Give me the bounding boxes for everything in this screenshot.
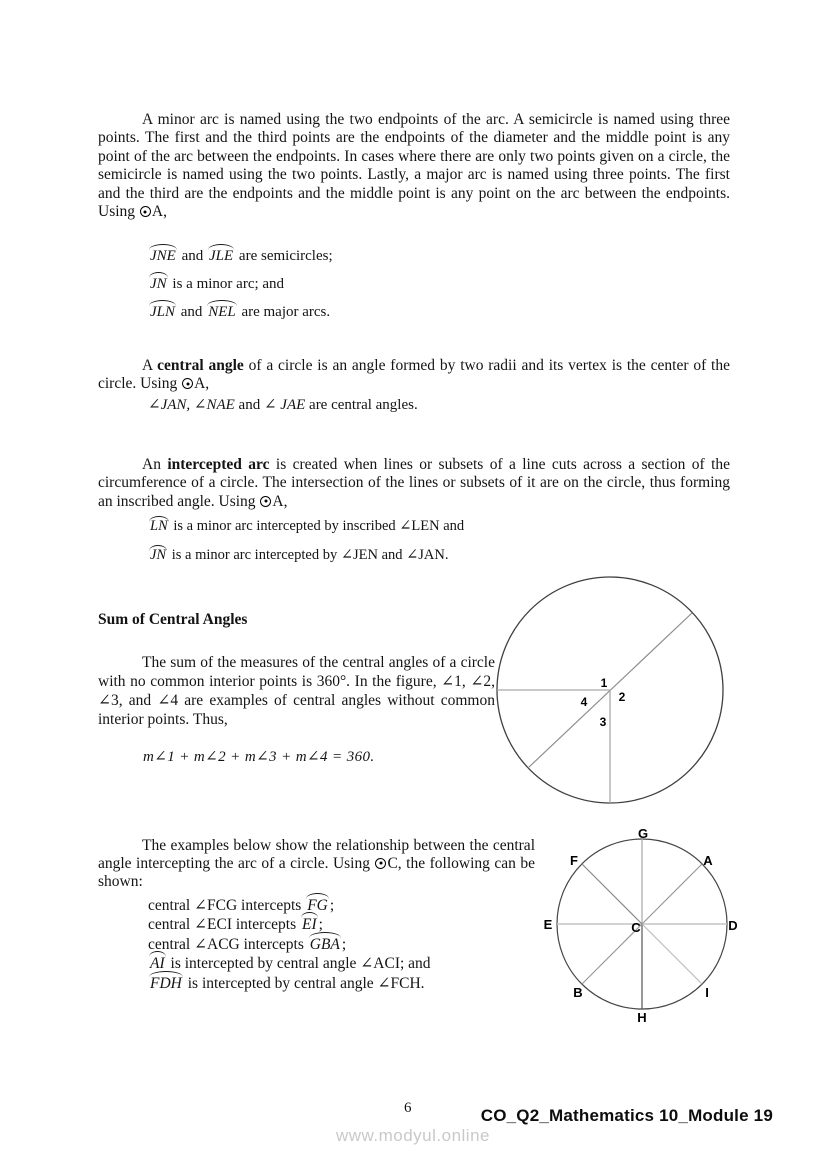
angle-label-3: 3 (599, 715, 607, 729)
list-item (148, 247, 333, 265)
arc-name: JN (150, 546, 167, 563)
list-item (148, 974, 431, 993)
circle-reference: A, (151, 203, 167, 220)
paragraph-text: is created when lines or subsets of a line cuts across a section of the circumference of a circle. The intersection of the lines or subsets of it are on the circle, thus forming an inscribed angle. Using (98, 455, 731, 510)
figure-central-angles-circle (490, 574, 730, 810)
angle-label-1: 1 (600, 676, 608, 690)
list-item-text: is intercepted by central angle ∠FCH. (183, 974, 425, 992)
point-label-h: H (637, 1010, 647, 1024)
line-text: are central angles. (305, 397, 418, 413)
list-item-text: ; (341, 935, 347, 953)
paragraph-text: A (142, 356, 158, 374)
list-item (148, 896, 431, 915)
angle-names: ∠ JAE (263, 397, 306, 413)
central-angles-example-line (148, 395, 418, 414)
list-item (148, 303, 333, 321)
list-item-text: central ∠FCG intercepts (148, 897, 306, 914)
arc-name: JNE (150, 248, 176, 264)
paragraph-text: of a circle is an angle formed by two radii and its vertex is the center of the circle. Using (98, 356, 730, 392)
point-label-a: A (703, 853, 713, 868)
list-item (148, 954, 431, 973)
point-label-i: I (705, 985, 709, 1000)
radius-ca (642, 864, 702, 924)
page-number: 6 (404, 1100, 412, 1116)
arc-name: AI (150, 955, 165, 973)
point-label-e: E (544, 917, 553, 932)
circled-dot-icon (182, 378, 193, 389)
paragraph-intercepted-arc (98, 456, 730, 512)
angle-names: ∠JAN, ∠NAE (148, 397, 235, 413)
arc-examples-list (148, 247, 333, 331)
circled-dot-icon (260, 496, 271, 507)
list-item-text: is a minor arc intercepted by ∠JEN and ∠JAN. (168, 546, 449, 563)
point-label-c: C (631, 920, 641, 935)
list-item-text: and (177, 248, 207, 264)
circle-reference: A, (272, 492, 288, 510)
list-item-text: is a minor arc intercepted by inscribed ∠LEN and (169, 518, 465, 534)
paragraph-central-angle (98, 357, 730, 394)
arc-name: GBA (309, 935, 340, 953)
list-item (148, 935, 431, 954)
point-label-g: G (637, 826, 649, 841)
module-code: CO_Q2_Mathematics 10_Module 19 (480, 1106, 773, 1125)
radius-cf (582, 864, 642, 924)
watermark: www.modyul.online (335, 1126, 490, 1145)
arc-name: NEL (208, 304, 236, 320)
list-item-text: are major arcs. (237, 304, 331, 320)
intercepted-arcs-list (148, 519, 464, 576)
equation-sum-of-angles (143, 747, 375, 766)
point-label-f: F (570, 853, 578, 868)
arc-name: FG (307, 897, 328, 914)
arc-name: JLN (150, 304, 176, 320)
list-item (148, 275, 333, 293)
list-item-text: ; (329, 897, 335, 914)
arc-name: JN (150, 276, 167, 292)
examples-list (148, 896, 431, 993)
angle-label-2: 2 (618, 690, 626, 704)
paragraph-examples (98, 837, 535, 891)
paragraph-text: C, the following can be shown: (98, 854, 535, 890)
list-item-text: ; (318, 916, 323, 934)
arc-name: LN (150, 518, 168, 534)
list-item-text: is a minor arc; and (168, 276, 285, 292)
paragraph-sum-of-central-angles: The sum of the measures of the central angles of a circle with no common interior points is 360°. In the figure, ∠1, ∠2, ∠3, and ∠4 are examples of central angles without common interior points. Thus, (98, 653, 495, 729)
list-item (148, 519, 464, 535)
section-heading-sum-of-central-angles: Sum of Central Angles (98, 611, 248, 628)
arc-name: EI (302, 916, 317, 934)
paragraph-arc-naming (98, 111, 730, 222)
paragraph-text: The examples below show the relationship between the central angle intercepting the arc of a circle. Using (98, 836, 535, 872)
figure-circle-c-with-points (544, 824, 744, 1024)
list-item-text: central ∠ACG intercepts (148, 935, 308, 953)
circled-dot-icon (375, 858, 386, 869)
circled-dot-icon (140, 206, 151, 217)
list-item-text: and (177, 304, 207, 320)
list-item (148, 548, 464, 564)
circle-reference: A, (194, 375, 210, 392)
term-central-angle: central angle (157, 356, 244, 374)
radius-ci (642, 924, 702, 984)
line-text: and (234, 397, 264, 413)
list-item-text: central ∠ECI intercepts (148, 916, 300, 934)
list-item (148, 915, 431, 934)
equation-text: m∠1 + m∠2 + m∠3 + m∠4 = 360. (143, 749, 375, 765)
arc-name: FDH (150, 974, 182, 992)
angle-label-4: 4 (580, 695, 588, 709)
arc-name: JLE (209, 248, 234, 264)
list-item-text: are semicircles; (235, 248, 333, 264)
point-label-b: B (573, 985, 583, 1000)
paragraph-text: A minor arc is named using the two endpoints of the arc. A semicircle is named using three points. The first and the third points are the endpoints of the diameter and the middle point is any point of the arc between the endpoints. In cases where there are only two points given on a circle, the semicircle is named using the two points. Lastly, a major arc is named using three points. The first and the third are the endpoints and the middle point is any point on the arc between the endpoints. Using (98, 110, 730, 220)
point-label-d: D (728, 918, 738, 933)
term-intercepted-arc: intercepted arc (167, 455, 270, 473)
list-item-text: is intercepted by central angle ∠ACI; and (166, 955, 431, 973)
paragraph-text: An (142, 455, 168, 473)
